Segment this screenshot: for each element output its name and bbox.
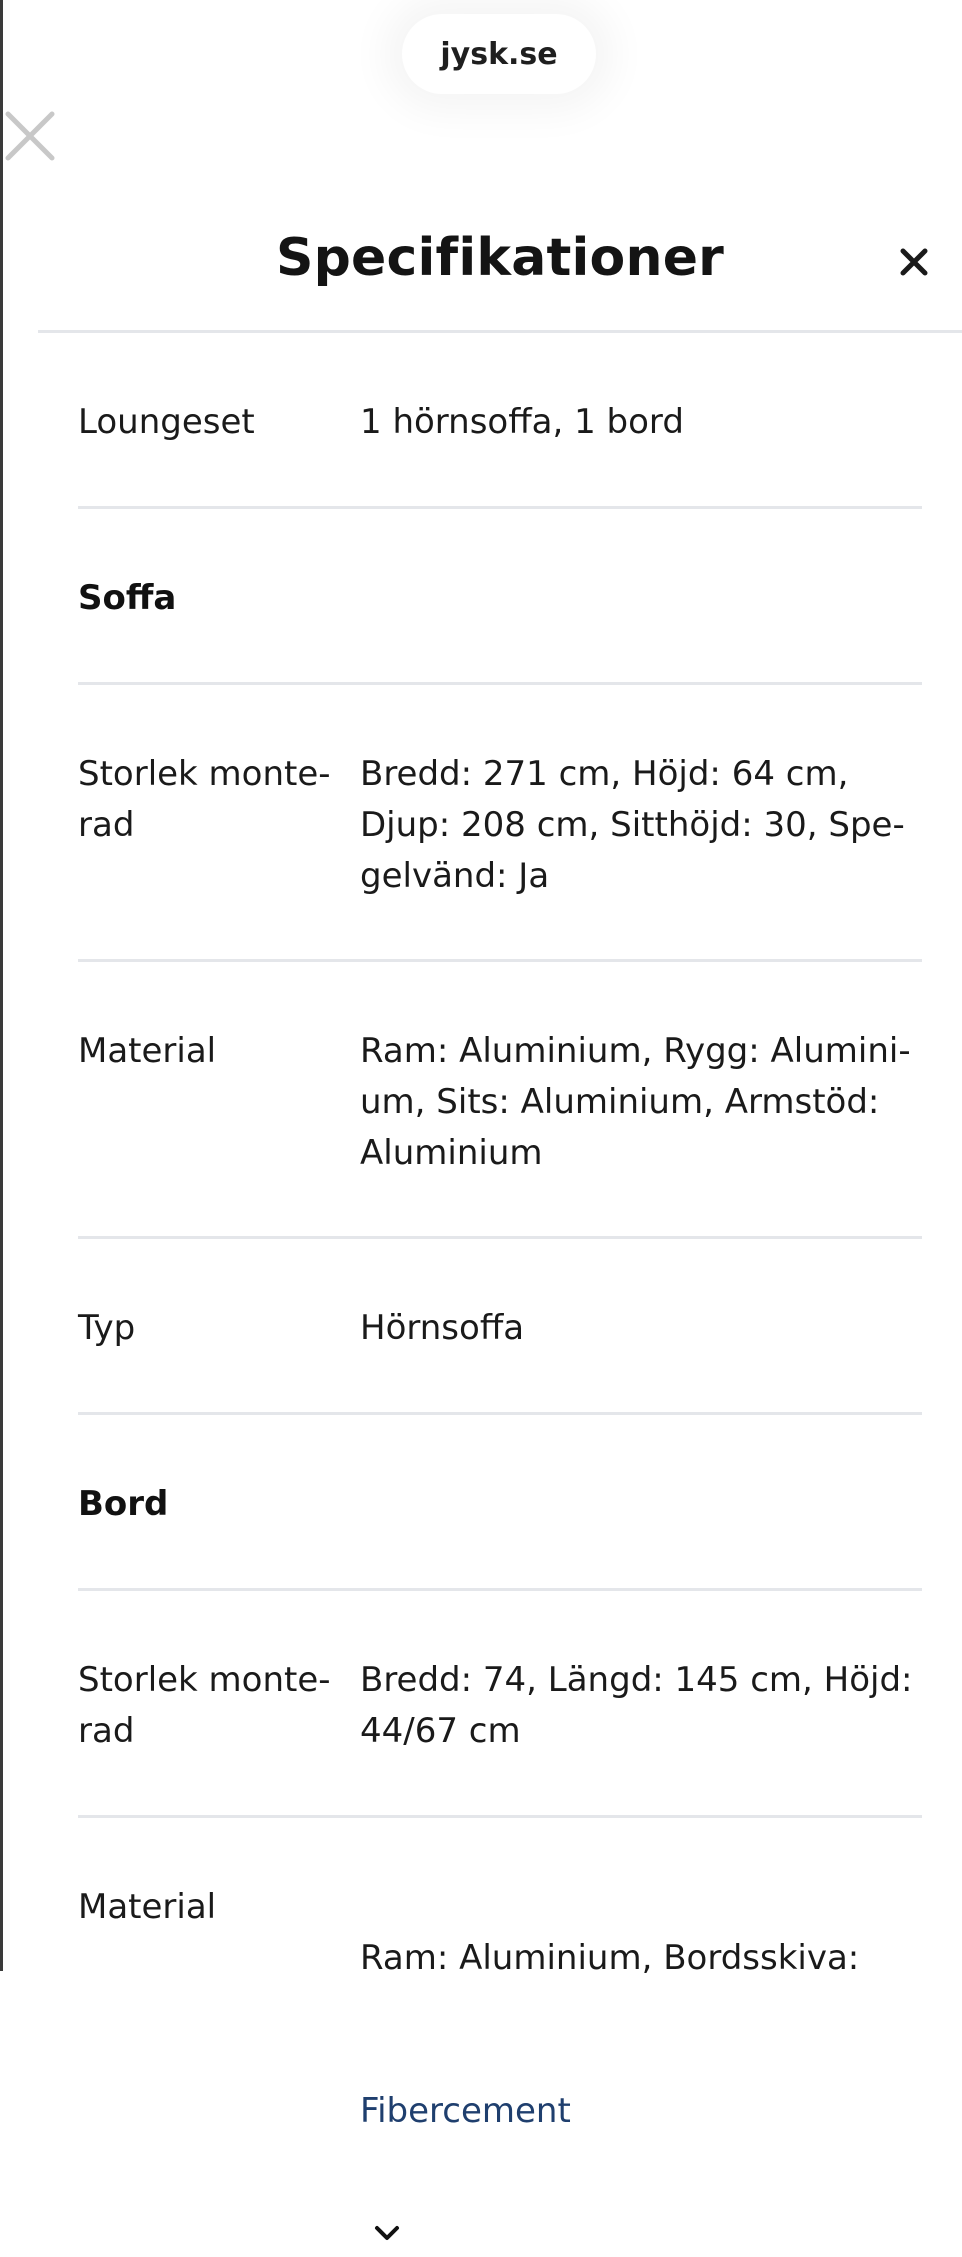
spec-value: Bredd: 74, Längd: 145 cm, Höjd: 44/67 cm [360, 1660, 913, 1751]
left-edge-border [0, 0, 3, 1971]
spec-value: Hörnsoffa [360, 1308, 525, 1348]
spec-row-soffa-material [78, 962, 922, 1239]
expand-material-link[interactable] [360, 2035, 922, 2188]
spec-label: Storlek monte- rad [78, 754, 331, 845]
spec-label: Material [78, 1887, 217, 1927]
spec-row-soffa-storlek [78, 685, 922, 962]
url-label: jysk.se [440, 36, 558, 72]
url-pill[interactable] [402, 14, 596, 94]
spec-value-text: Ram: Aluminium, Bordsskiva: [360, 1938, 860, 1978]
spec-value: Ram: Aluminium, Rygg: Alumini- um, Sits: Aluminium, Armstöd: Aluminium [360, 1031, 911, 1173]
spec-label: Typ [78, 1308, 136, 1348]
specifications-list [78, 333, 922, 2131]
spec-label: Material [78, 1031, 217, 1071]
spec-value [360, 1882, 922, 2239]
link-text[interactable]: Fibercement [360, 2091, 571, 2131]
background-close-icon[interactable] [2, 108, 58, 164]
section-title: Bord [78, 1484, 169, 1524]
spec-row-loungeset [78, 333, 922, 509]
section-bord [78, 1415, 922, 1591]
panel-header [38, 200, 962, 330]
spec-row-bord-material [78, 1818, 922, 2131]
spec-value: Bredd: 271 cm, Höjd: 64 cm, Djup: 208 cm, Sitthöjd: 30, Spe- gelvänd: Ja [360, 754, 905, 896]
section-soffa [78, 509, 922, 685]
spec-label: Storlek monte- rad [78, 1660, 331, 1751]
spec-label: Loungeset [78, 402, 255, 442]
spec-row-soffa-typ [78, 1239, 922, 1415]
section-title: Soffa [78, 578, 177, 618]
spec-value: 1 hörnsoffa, 1 bord [360, 402, 684, 442]
close-icon[interactable] [894, 242, 934, 282]
spec-row-bord-storlek [78, 1591, 922, 1818]
panel-title: Specifikationer [275, 228, 725, 288]
chevron-down-icon[interactable] [374, 2155, 400, 2173]
